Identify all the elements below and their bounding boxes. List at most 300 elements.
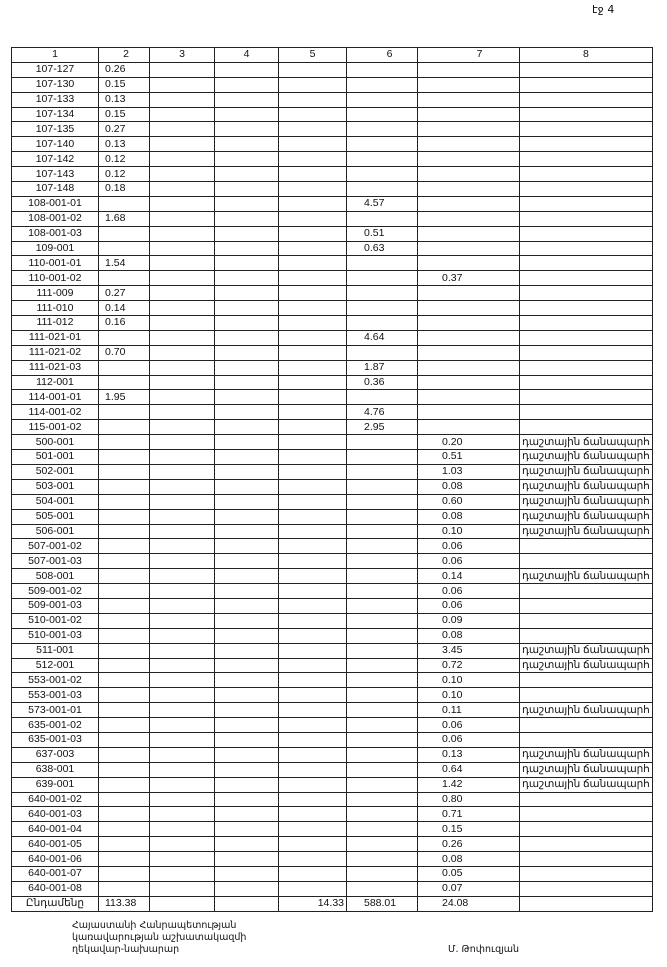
col6-value-cell — [347, 807, 418, 822]
parcel-code-cell: 510-001-03 — [12, 628, 99, 643]
col2-value-cell: 0.18 — [99, 182, 150, 197]
col6-value-cell — [347, 286, 418, 301]
table-row — [12, 688, 653, 703]
col3-cell — [150, 598, 215, 613]
col4-cell — [215, 777, 279, 792]
col2-value-cell — [99, 807, 150, 822]
land-parcel-table — [11, 47, 653, 912]
col4-cell — [215, 405, 279, 420]
col8-note-cell — [520, 554, 653, 569]
parcel-code-cell: 111-010 — [12, 301, 99, 316]
col8-note-cell — [520, 390, 653, 405]
col3-cell — [150, 435, 215, 450]
col6-value-cell — [347, 688, 418, 703]
col2-value-cell — [99, 852, 150, 867]
col7-value-cell — [418, 345, 520, 360]
col6-value-cell — [347, 598, 418, 613]
col6-value-cell: 4.57 — [347, 196, 418, 211]
header-cell: 7 — [418, 48, 520, 63]
col5-value-cell — [279, 688, 347, 703]
col7-value-cell — [418, 62, 520, 77]
header-cell: 2 — [99, 48, 150, 63]
col5-value-cell — [279, 673, 347, 688]
col8-note-cell — [520, 792, 653, 807]
col7-value-cell: 0.71 — [418, 807, 520, 822]
col2-value-cell — [99, 673, 150, 688]
table-row — [12, 881, 653, 896]
parcel-code-cell: 638-001 — [12, 762, 99, 777]
col4-cell — [215, 524, 279, 539]
header-cell: 3 — [150, 48, 215, 63]
col2-value-cell — [99, 464, 150, 479]
parcel-code-cell: 111-012 — [12, 316, 99, 331]
table-row — [12, 420, 653, 435]
col7-value-cell — [418, 182, 520, 197]
col7-value-cell: 1.42 — [418, 777, 520, 792]
col7-value-cell — [418, 241, 520, 256]
col3-cell — [150, 703, 215, 718]
col2-value-cell: 0.15 — [99, 77, 150, 92]
col3-cell — [150, 152, 215, 167]
table-row — [12, 62, 653, 77]
col4-cell — [215, 598, 279, 613]
parcel-code-cell: 111-009 — [12, 286, 99, 301]
col6-value-cell — [347, 301, 418, 316]
col5-value-cell — [279, 777, 347, 792]
parcel-code-cell: 107-130 — [12, 77, 99, 92]
col4-cell — [215, 137, 279, 152]
table-row — [12, 152, 653, 167]
col7-value-cell: 1.03 — [418, 464, 520, 479]
parcel-code-cell: 640-001-06 — [12, 852, 99, 867]
col7-value-cell — [418, 196, 520, 211]
table-row — [12, 539, 653, 554]
col3-cell — [150, 643, 215, 658]
col4-cell — [215, 628, 279, 643]
footer-line: Հայաստանի Հանրապետության — [72, 920, 237, 931]
col4-cell — [215, 688, 279, 703]
col2-value-cell — [99, 703, 150, 718]
parcel-code-cell: 111-021-03 — [12, 360, 99, 375]
table-body — [12, 62, 653, 911]
col7-value-cell: 3.45 — [418, 643, 520, 658]
col3-cell — [150, 866, 215, 881]
col3-cell — [150, 822, 215, 837]
parcel-code-cell: 573-001-01 — [12, 703, 99, 718]
col8-note-cell — [520, 881, 653, 896]
parcel-code-cell: 508-001 — [12, 569, 99, 584]
col6-value-cell — [347, 479, 418, 494]
col5-value-cell — [279, 256, 347, 271]
col5-value-cell — [279, 301, 347, 316]
table-row — [12, 330, 653, 345]
col4-cell — [215, 762, 279, 777]
table-row — [12, 866, 653, 881]
col7-value-cell: 0.06 — [418, 718, 520, 733]
col2-value-cell — [99, 628, 150, 643]
col5-value-cell — [279, 330, 347, 345]
col7-value-cell: 0.06 — [418, 732, 520, 747]
col8-note-cell — [520, 837, 653, 852]
table-row — [12, 822, 653, 837]
col6-value-cell — [347, 539, 418, 554]
col3-cell — [150, 554, 215, 569]
col5-value-cell — [279, 539, 347, 554]
col3-cell — [150, 688, 215, 703]
col8-note-cell — [520, 152, 653, 167]
col4-cell — [215, 554, 279, 569]
col2-value-cell: 0.70 — [99, 345, 150, 360]
col5-value-cell — [279, 852, 347, 867]
col5-value-cell — [279, 494, 347, 509]
col8-note-cell — [520, 360, 653, 375]
col3-cell — [150, 792, 215, 807]
header-cell: 5 — [279, 48, 347, 63]
footer-line: կառավարության աշխատակազմի — [72, 932, 247, 943]
col8-note-cell — [520, 688, 653, 703]
col6-value-cell — [347, 613, 418, 628]
col6-value-cell — [347, 509, 418, 524]
header-cell: 1 — [12, 48, 99, 63]
col5-value-cell — [279, 643, 347, 658]
parcel-code-cell: 503-001 — [12, 479, 99, 494]
parcel-code-cell: 107-148 — [12, 182, 99, 197]
col5-value-cell — [279, 822, 347, 837]
col8-note-cell — [520, 241, 653, 256]
col7-value-cell: 0.15 — [418, 822, 520, 837]
col6-value-cell — [347, 271, 418, 286]
col5-value-cell — [279, 152, 347, 167]
parcel-code-cell: 109-001 — [12, 241, 99, 256]
col2-value-cell — [99, 330, 150, 345]
col4-cell — [215, 286, 279, 301]
col8-note-cell — [520, 420, 653, 435]
col6-value-cell — [347, 792, 418, 807]
table-row — [12, 479, 653, 494]
col2-value-cell — [99, 732, 150, 747]
col3-cell — [150, 211, 215, 226]
col7-value-cell: 0.10 — [418, 673, 520, 688]
col5-value-cell — [279, 732, 347, 747]
col7-value-cell: 0.13 — [418, 747, 520, 762]
col6-value-cell — [347, 62, 418, 77]
col4-cell — [215, 375, 279, 390]
col6-value-cell — [347, 852, 418, 867]
parcel-code-cell: 107-143 — [12, 167, 99, 182]
col2-value-cell — [99, 866, 150, 881]
col3-cell — [150, 673, 215, 688]
table-row — [12, 92, 653, 107]
col8-note-cell — [520, 330, 653, 345]
table-row — [12, 226, 653, 241]
parcel-code-cell: 640-001-02 — [12, 792, 99, 807]
col4-cell — [215, 569, 279, 584]
col3-cell — [150, 777, 215, 792]
parcel-code-cell: 108-001-03 — [12, 226, 99, 241]
parcel-code-cell: 640-001-07 — [12, 866, 99, 881]
col6-value-cell: 1.87 — [347, 360, 418, 375]
parcel-code-cell: 512-001 — [12, 658, 99, 673]
col7-value-cell — [418, 375, 520, 390]
table-row — [12, 643, 653, 658]
col2-value-cell — [99, 360, 150, 375]
table-row — [12, 762, 653, 777]
col5-value-cell — [279, 807, 347, 822]
signer-name: Մ. Թոփուզյան — [448, 944, 520, 955]
col4-cell — [215, 390, 279, 405]
col8-note-cell — [520, 316, 653, 331]
col6-value-cell — [347, 584, 418, 599]
parcel-code-cell: 639-001 — [12, 777, 99, 792]
total-value-cell: 588.01 — [347, 896, 418, 911]
table-row — [12, 613, 653, 628]
col2-value-cell: 1.54 — [99, 256, 150, 271]
col2-value-cell — [99, 479, 150, 494]
col7-value-cell — [418, 211, 520, 226]
col2-value-cell — [99, 747, 150, 762]
col6-value-cell — [347, 822, 418, 837]
col7-value-cell: 0.64 — [418, 762, 520, 777]
col5-value-cell — [279, 271, 347, 286]
col6-value-cell — [347, 316, 418, 331]
parcel-code-cell: 553-001-03 — [12, 688, 99, 703]
parcel-code-cell: 509-001-02 — [12, 584, 99, 599]
table-row — [12, 241, 653, 256]
col3-cell — [150, 301, 215, 316]
table-row — [12, 747, 653, 762]
col7-value-cell: 0.10 — [418, 524, 520, 539]
table-row — [12, 301, 653, 316]
col3-cell — [150, 330, 215, 345]
parcel-code-cell: 107-133 — [12, 92, 99, 107]
col5-value-cell — [279, 211, 347, 226]
parcel-code-cell: 509-001-03 — [12, 598, 99, 613]
col3-cell — [150, 524, 215, 539]
parcel-code-cell: 637-003 — [12, 747, 99, 762]
col7-value-cell: 0.08 — [418, 628, 520, 643]
col8-note-cell: դաշտային ճանապարհ — [520, 524, 653, 539]
col6-value-cell — [347, 211, 418, 226]
col5-value-cell — [279, 316, 347, 331]
col3-cell — [150, 584, 215, 599]
col3-cell — [150, 405, 215, 420]
col4-cell — [215, 539, 279, 554]
col4-cell — [215, 718, 279, 733]
col8-note-cell — [520, 822, 653, 837]
col3-cell — [150, 628, 215, 643]
table-row — [12, 494, 653, 509]
col8-note-cell — [520, 122, 653, 137]
col3-cell — [150, 613, 215, 628]
parcel-code-cell: 640-001-05 — [12, 837, 99, 852]
total-row — [12, 896, 653, 911]
col2-value-cell — [99, 762, 150, 777]
col4-cell — [215, 658, 279, 673]
col8-note-cell — [520, 613, 653, 628]
col3-cell — [150, 852, 215, 867]
col5-value-cell — [279, 762, 347, 777]
col7-value-cell: 0.06 — [418, 554, 520, 569]
col6-value-cell — [347, 464, 418, 479]
col6-value-cell — [347, 643, 418, 658]
table-row — [12, 792, 653, 807]
col5-value-cell — [279, 464, 347, 479]
parcel-code-cell: 114-001-01 — [12, 390, 99, 405]
table-row — [12, 598, 653, 613]
col8-note-cell — [520, 628, 653, 643]
col6-value-cell — [347, 450, 418, 465]
table-row — [12, 122, 653, 137]
col3-cell — [150, 92, 215, 107]
col4-cell — [215, 256, 279, 271]
col4-cell — [215, 852, 279, 867]
parcel-code-cell: 108-001-02 — [12, 211, 99, 226]
col6-value-cell — [347, 777, 418, 792]
col8-note-cell: դաշտային ճանապարհ — [520, 777, 653, 792]
col5-value-cell — [279, 598, 347, 613]
col4-cell — [215, 241, 279, 256]
footer-line: ղեկավար-նախարար — [72, 944, 180, 955]
col8-note-cell: դաշտային ճանապարհ — [520, 494, 653, 509]
col2-value-cell — [99, 598, 150, 613]
total-label-cell: Ընդամենը — [12, 896, 99, 911]
col5-value-cell — [279, 375, 347, 390]
col5-value-cell — [279, 182, 347, 197]
parcel-code-cell: 510-001-02 — [12, 613, 99, 628]
header-cell: 6 — [347, 48, 418, 63]
col6-value-cell — [347, 747, 418, 762]
table-row — [12, 77, 653, 92]
col2-value-cell — [99, 271, 150, 286]
col4-cell — [215, 122, 279, 137]
col2-value-cell — [99, 241, 150, 256]
table-row — [12, 450, 653, 465]
table-row — [12, 286, 653, 301]
col8-note-cell — [520, 405, 653, 420]
col4-cell — [215, 152, 279, 167]
table-row — [12, 852, 653, 867]
col4-cell — [215, 196, 279, 211]
parcel-code-cell: 635-001-02 — [12, 718, 99, 733]
col7-value-cell: 0.08 — [418, 479, 520, 494]
col3-cell — [150, 241, 215, 256]
col2-value-cell: 0.13 — [99, 92, 150, 107]
col3-cell — [150, 837, 215, 852]
parcel-code-cell: 511-001 — [12, 643, 99, 658]
col8-note-cell — [520, 852, 653, 867]
col6-value-cell — [347, 435, 418, 450]
col5-value-cell — [279, 405, 347, 420]
col8-note-cell: դաշտային ճանապարհ — [520, 479, 653, 494]
col4-cell — [215, 837, 279, 852]
col7-value-cell — [418, 122, 520, 137]
col4-cell — [215, 301, 279, 316]
col3-cell — [150, 77, 215, 92]
col2-value-cell: 0.12 — [99, 152, 150, 167]
col2-value-cell — [99, 375, 150, 390]
col2-value-cell — [99, 539, 150, 554]
col8-note-cell — [520, 167, 653, 182]
table-row — [12, 837, 653, 852]
col2-value-cell: 1.68 — [99, 211, 150, 226]
col6-value-cell — [347, 762, 418, 777]
col2-value-cell — [99, 584, 150, 599]
parcel-code-cell: 107-140 — [12, 137, 99, 152]
col5-value-cell — [279, 881, 347, 896]
col2-value-cell — [99, 405, 150, 420]
total-value-cell: 24.08 — [418, 896, 520, 911]
total-value-cell — [520, 896, 653, 911]
col3-cell — [150, 360, 215, 375]
col7-value-cell: 0.60 — [418, 494, 520, 509]
col8-note-cell: դաշտային ճանապարհ — [520, 464, 653, 479]
col5-value-cell — [279, 747, 347, 762]
col5-value-cell — [279, 167, 347, 182]
table-row — [12, 658, 653, 673]
parcel-code-cell: 107-135 — [12, 122, 99, 137]
col7-value-cell — [418, 226, 520, 241]
col2-value-cell — [99, 822, 150, 837]
col6-value-cell — [347, 718, 418, 733]
col8-note-cell — [520, 256, 653, 271]
col2-value-cell — [99, 881, 150, 896]
col8-note-cell — [520, 196, 653, 211]
col5-value-cell — [279, 837, 347, 852]
table-row — [12, 628, 653, 643]
col5-value-cell — [279, 509, 347, 524]
col7-value-cell — [418, 390, 520, 405]
table-row — [12, 316, 653, 331]
col3-cell — [150, 107, 215, 122]
col2-value-cell — [99, 226, 150, 241]
col7-value-cell: 0.14 — [418, 569, 520, 584]
col7-value-cell: 0.51 — [418, 450, 520, 465]
col6-value-cell — [347, 837, 418, 852]
col8-note-cell — [520, 732, 653, 747]
col3-cell — [150, 390, 215, 405]
col4-cell — [215, 77, 279, 92]
col6-value-cell: 4.64 — [347, 330, 418, 345]
table-row — [12, 732, 653, 747]
col8-note-cell — [520, 345, 653, 360]
col8-note-cell — [520, 718, 653, 733]
col5-value-cell — [279, 613, 347, 628]
col5-value-cell — [279, 718, 347, 733]
col2-value-cell — [99, 658, 150, 673]
col3-cell — [150, 450, 215, 465]
page-number: էջ 4 — [592, 3, 615, 16]
col3-cell — [150, 256, 215, 271]
col4-cell — [215, 509, 279, 524]
parcel-code-cell: 110-001-02 — [12, 271, 99, 286]
table-row — [12, 137, 653, 152]
parcel-code-cell: 115-001-02 — [12, 420, 99, 435]
col7-value-cell — [418, 286, 520, 301]
col7-value-cell: 0.06 — [418, 539, 520, 554]
parcel-code-cell: 553-001-02 — [12, 673, 99, 688]
total-value-cell — [150, 896, 215, 911]
col7-value-cell — [418, 107, 520, 122]
parcel-code-cell: 506-001 — [12, 524, 99, 539]
table-row — [12, 464, 653, 479]
col8-note-cell — [520, 375, 653, 390]
col2-value-cell — [99, 792, 150, 807]
col6-value-cell — [347, 107, 418, 122]
parcel-code-cell: 500-001 — [12, 435, 99, 450]
col4-cell — [215, 792, 279, 807]
col7-value-cell — [418, 77, 520, 92]
col4-cell — [215, 182, 279, 197]
